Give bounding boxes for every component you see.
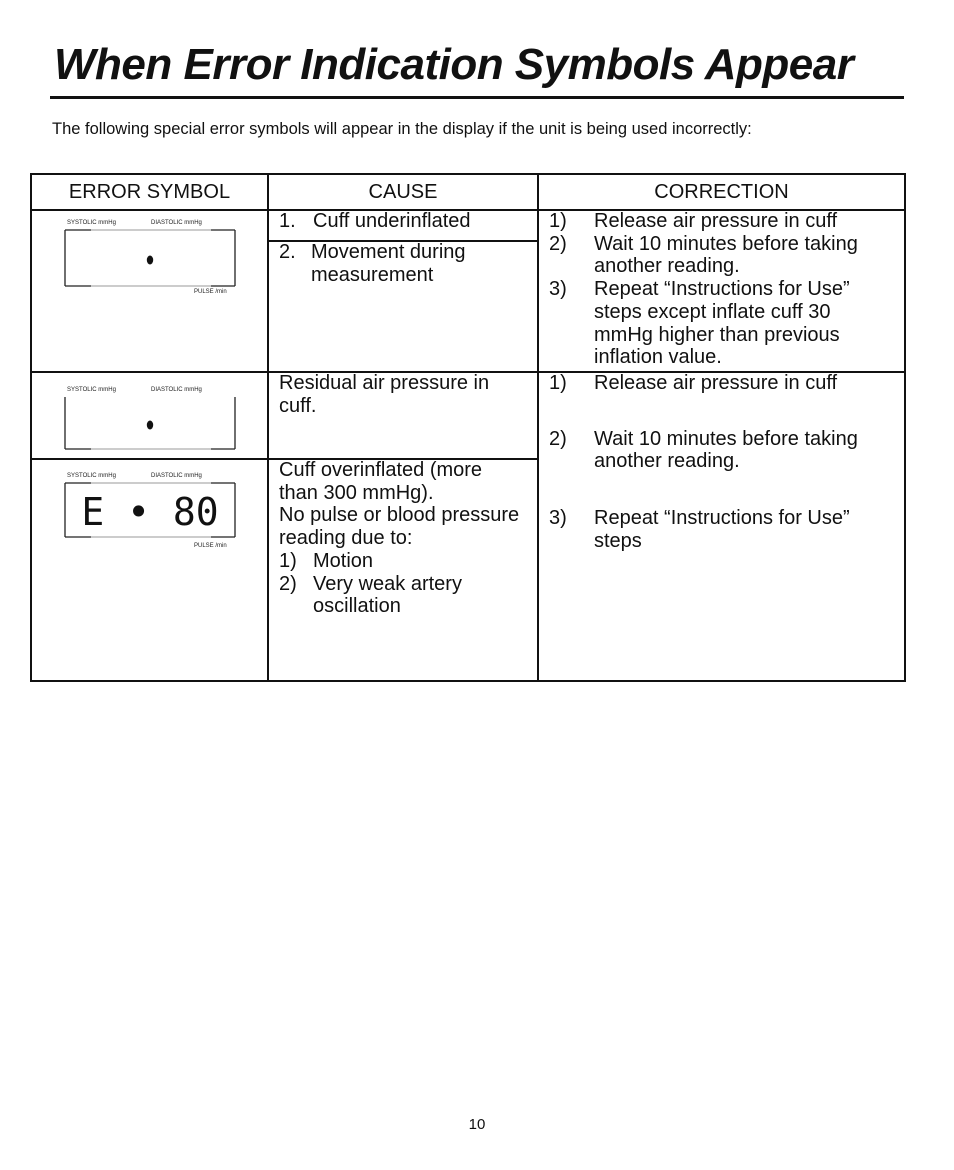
svg-text:PULSE /min: PULSE /min — [194, 543, 227, 549]
correction-item: 2) Wait 10 minutes before taking another reading. — [549, 427, 858, 473]
column-divider — [537, 175, 539, 680]
header-error-symbol: ERROR SYMBOL — [68, 181, 231, 203]
cause-item: 2) Very weak artery oscillation — [279, 572, 462, 618]
cause-item: 1) Motion — [279, 549, 374, 572]
error-symbols-table — [30, 173, 906, 682]
svg-text:SYSTOLIC mmHg: SYSTOLIC mmHg — [67, 473, 116, 479]
correction-item: 1) Release air pressure in cuff — [549, 210, 838, 232]
cause-line: No pulse or blood pressure reading due to: — [279, 504, 520, 550]
error-display-underinflated — [61, 216, 239, 294]
lcd-diastolic-label: DIASTOLIC mmHg — [151, 220, 202, 226]
lcd-error-readout: E • 80 — [81, 490, 219, 534]
error-display-residual-pressure — [61, 383, 239, 455]
page-title: When Error Indication Symbols Appear — [54, 40, 854, 89]
correction-item: 2) Wait 10 minutes before taking another reading. — [549, 232, 858, 278]
header-cause: CAUSE — [368, 181, 438, 203]
lcd-systolic-label: SYSTOLIC mmHg — [67, 220, 116, 226]
error-display-e-80 — [61, 469, 239, 549]
correction-list-shared — [549, 372, 899, 553]
correction-item: 1) Release air pressure in cuff — [549, 372, 838, 394]
cause-item: 1. Cuff underinflated — [279, 210, 471, 232]
svg-text:DIASTOLIC mmHg: DIASTOLIC mmHg — [151, 473, 202, 479]
cause-overinflated — [279, 459, 534, 618]
lcd-display-icon — [61, 216, 239, 294]
correction-item: 3) Repeat “Instructions for Use” steps except inflate cuff 30 mmHg higher than previous inflation value. — [549, 278, 850, 369]
cause-line: Cuff overinflated (more than 300 mmHg). — [279, 459, 483, 504]
page-number: 10 — [468, 1116, 486, 1133]
correction-list — [549, 210, 899, 369]
header-correction: CORRECTION — [654, 181, 789, 203]
lcd-display-icon — [61, 469, 239, 549]
cause-item: 2. Movement during measurement — [279, 241, 466, 286]
correction-item: 3) Repeat “Instructions for Use” steps — [549, 507, 850, 552]
svg-text:SYSTOLIC mmHg: SYSTOLIC mmHg — [67, 387, 116, 393]
cause-residual-air: Residual air pressure in cuff. — [279, 372, 490, 417]
intro-paragraph: The following special error symbols will appear in the display if the unit is being used incorrectly: — [52, 120, 752, 138]
title-underline — [50, 96, 904, 99]
svg-text:DIASTOLIC mmHg: DIASTOLIC mmHg — [151, 387, 202, 393]
column-divider — [267, 175, 269, 680]
lcd-pulse-label: PULSE /min — [194, 289, 227, 294]
lcd-dot — [147, 256, 153, 265]
lcd-dot — [147, 421, 153, 430]
lcd-display-icon — [61, 383, 239, 455]
